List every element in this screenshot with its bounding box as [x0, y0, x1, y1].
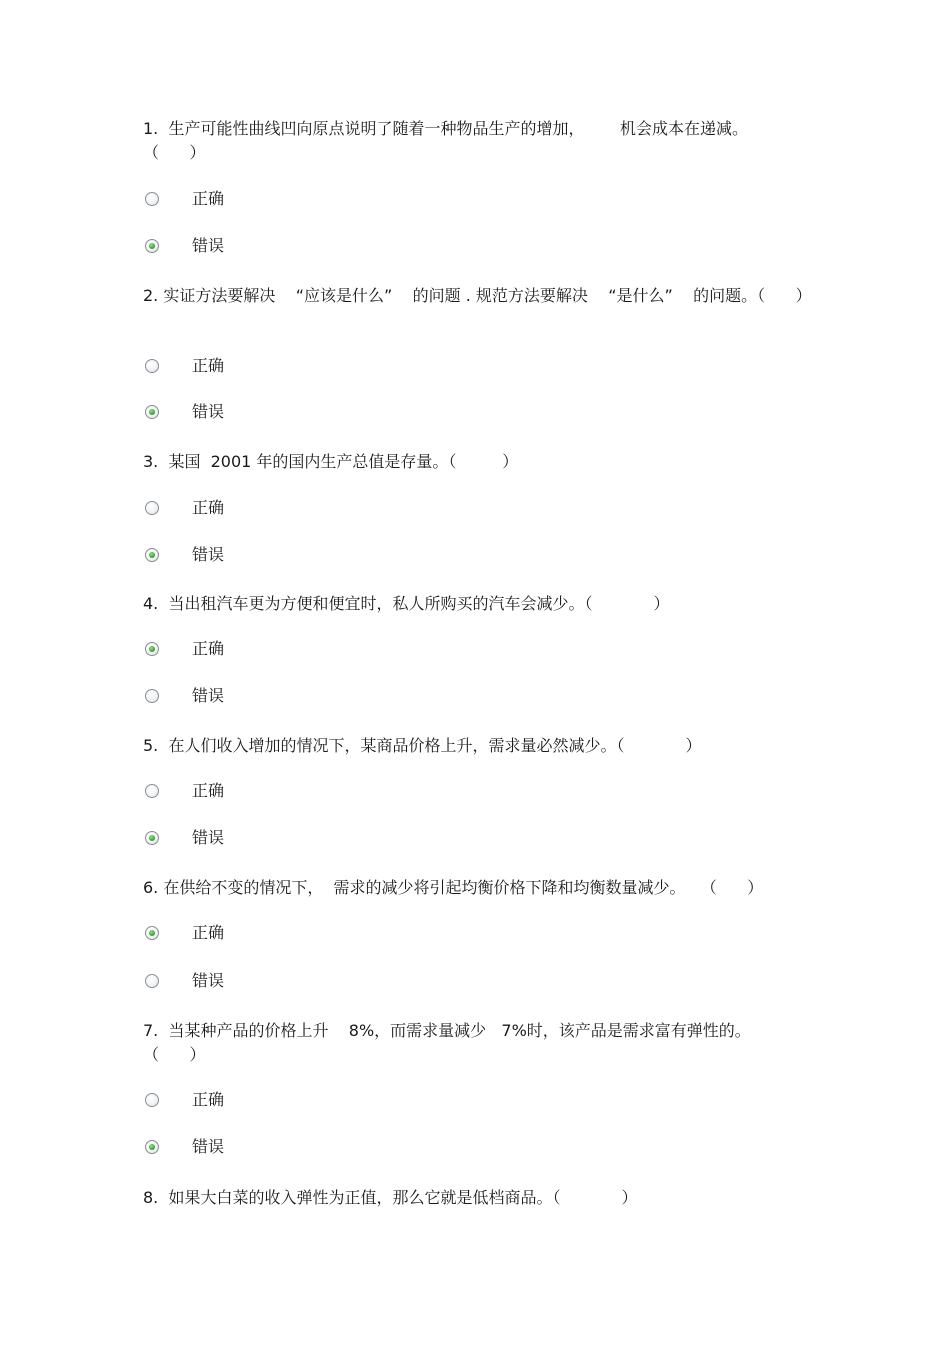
question-3-option-wrong[interactable]: [143, 543, 224, 567]
question-6-option-wrong[interactable]: [143, 969, 224, 993]
option-label: 错误: [192, 971, 225, 990]
option-label: 正确: [192, 781, 225, 800]
question-2-option-correct[interactable]: [143, 354, 224, 378]
option-label: 正确: [192, 189, 225, 208]
radio-checked-icon[interactable]: [145, 831, 159, 845]
radio-unchecked-icon[interactable]: [145, 501, 159, 515]
question-7-option-wrong[interactable]: [143, 1135, 224, 1159]
question-6-text: 6. 在供给不变的情况下， 需求的减少将引起均衡价格下降和均衡数量减少。 （ ）: [143, 878, 764, 897]
question-2-text: 2. 实证方法要解决 “应该是什么” 的问题 . 规范方法要解决 “是什么” 的问题。（ ）: [143, 286, 812, 305]
question-6-option-correct[interactable]: [143, 921, 224, 945]
question-3-text: 3. 某国 2001 年的国内生产总值是存量。（ ）: [143, 452, 519, 471]
question-5-option-wrong[interactable]: [143, 826, 224, 850]
question-4-text: 4. 当出租汽车更为方便和便宜时，私人所购买的汽车会减少。（ ）: [143, 594, 670, 613]
question-7-option-correct[interactable]: [143, 1088, 224, 1112]
radio-unchecked-icon[interactable]: [145, 784, 159, 798]
option-label: 错误: [192, 686, 225, 705]
question-2-option-wrong[interactable]: [143, 400, 224, 424]
option-label: 正确: [192, 498, 225, 517]
radio-unchecked-icon[interactable]: [145, 192, 159, 206]
question-1-text: 1. 生产可能性曲线凹向原点说明了随着一种物品生产的增加， 机会成本在递减。 （ ）: [143, 119, 749, 162]
radio-unchecked-icon[interactable]: [145, 359, 159, 373]
radio-checked-icon[interactable]: [145, 642, 159, 656]
question-4-option-wrong[interactable]: [143, 684, 224, 708]
radio-unchecked-icon[interactable]: [145, 1093, 159, 1107]
question-4-option-correct[interactable]: [143, 637, 224, 661]
question-5-option-correct[interactable]: [143, 779, 224, 803]
radio-checked-icon[interactable]: [145, 405, 159, 419]
option-label: 错误: [192, 1137, 225, 1156]
option-label: 错误: [192, 402, 225, 421]
option-label: 错误: [192, 545, 225, 564]
question-7-text: 7. 当某种产品的价格上升 8%，而需求量减少 7%时，该产品是需求富有弹性的。 （ ）: [143, 1021, 751, 1064]
radio-checked-icon[interactable]: [145, 1140, 159, 1154]
radio-unchecked-icon[interactable]: [145, 974, 159, 988]
option-label: 错误: [192, 236, 225, 255]
option-label: 正确: [192, 639, 225, 658]
radio-unchecked-icon[interactable]: [145, 689, 159, 703]
option-label: 正确: [192, 1090, 225, 1109]
question-1-option-wrong[interactable]: [143, 234, 224, 258]
question-3-option-correct[interactable]: [143, 496, 224, 520]
radio-checked-icon[interactable]: [145, 926, 159, 940]
option-label: 错误: [192, 828, 225, 847]
question-1-option-correct[interactable]: [143, 187, 224, 211]
radio-checked-icon[interactable]: [145, 239, 159, 253]
option-label: 正确: [192, 923, 225, 942]
question-5-text: 5. 在人们收入增加的情况下，某商品价格上升，需求量必然减少。（ ）: [143, 736, 702, 755]
radio-checked-icon[interactable]: [145, 548, 159, 562]
question-8-text: 8. 如果大白菜的收入弹性为正值，那么它就是低档商品。（ ）: [143, 1188, 638, 1207]
option-label: 正确: [192, 356, 225, 375]
